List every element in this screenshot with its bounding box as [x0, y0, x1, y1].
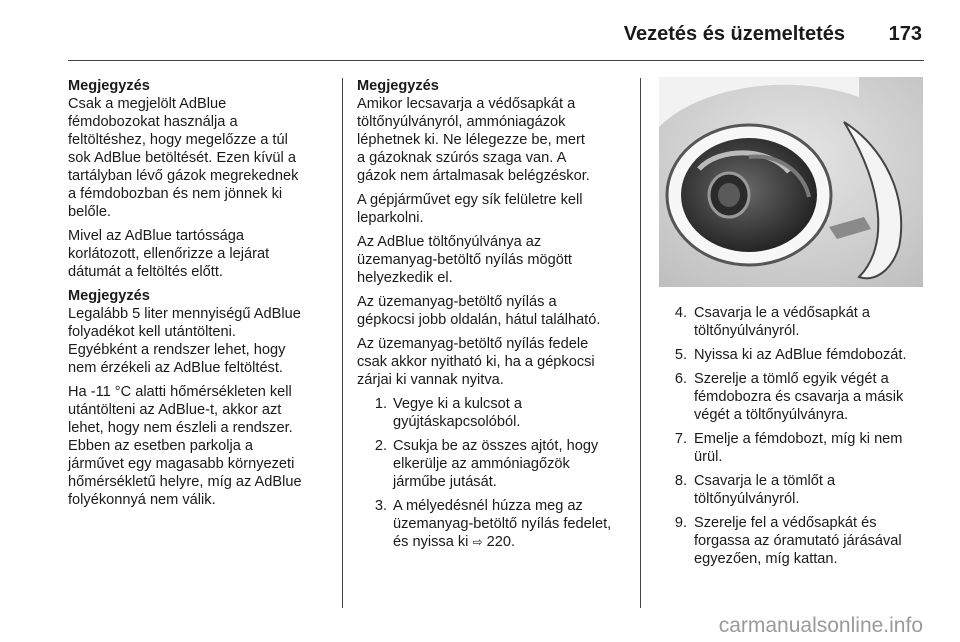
note-title: Megjegyzés	[68, 288, 150, 304]
paragraph: Ha -11 °C alatti hőmérsékleten kell utántölteni az AdBlue-t, akkor azt lehet, hogy nem észleli a rendszer. Ebben az esetben parkolja a járművet egy magasabb környezeti hőmérsékletű helyre, míg az AdBlue folyékonnyá nem válik.	[68, 384, 302, 508]
list-item: 7. Emelje a fémdobozt, míg ki nem ürül.	[674, 431, 903, 465]
note-title: Megjegyzés	[357, 78, 439, 94]
column-2	[357, 77, 623, 557]
watermark: carmanualsonline.info	[718, 614, 923, 637]
paragraph: Az üzemanyag-betöltő nyílás a gépkocsi jobb oldalán, hátul található.	[357, 294, 601, 328]
paragraph: Mivel az AdBlue tartóssága korlátozott, ellenőrizze a lejárat dátumát a feltöltés előtt.	[68, 228, 270, 280]
fuel-filler-illustration	[659, 77, 923, 287]
page-number: 173	[888, 23, 922, 45]
page-reference-link[interactable]: 220.	[482, 534, 516, 550]
fuel-filler-photo	[659, 77, 923, 287]
paragraph: A gépjárművet egy sík felületre kell leparkolni.	[357, 192, 583, 226]
list-item: 2. Csukja be az összes ajtót, hogy elkerülje az ammóniagőzök járműbe jutását.	[374, 438, 599, 490]
page-title: Vezetés és üzemeltetés	[623, 23, 845, 45]
header-divider	[68, 60, 924, 61]
note-body: Csak a megjelölt AdBlue fémdobozokat használja a feltöltéshez, hogy megelőzze a túl sok AdBlue betöltését. Ezen kívül a tartályban lévő gázok megrekednek a fémdobozban és nem jönnek ki belőle.	[68, 96, 299, 220]
list-item: 9. Szerelje fel a védősapkát és forgassa az óramutató járásával egyezően, míg kattan.	[674, 515, 902, 567]
column-1	[68, 77, 330, 515]
note-body: Amikor lecsavarja a védősapkát a töltőnyúlványról, ammóniagázok léphetnek ki. Ne lélegezze be, mert a gázoknak szúrós szaga van. A gázok nem ártalmasak belégzéskor.	[357, 96, 590, 184]
column-divider-left	[342, 78, 343, 608]
list-item: 4. Csavarja le a védősapkát a töltőnyúlványról.	[674, 305, 871, 339]
page-reference-arrow-icon[interactable]: ⇨	[472, 535, 483, 549]
list-item: 3. A mélyedésnél húzza meg az üzemanyag-betöltő nyílás fedelet, és nyissa ki ⇨ 220.	[374, 498, 612, 550]
column-divider-right	[640, 78, 641, 608]
paragraph: Az üzemanyag-betöltő nyílás fedele csak akkor nyitható ki, ha a gépkocsi zárjai ki vannak nyitva.	[357, 336, 595, 388]
list-item: 8. Csavarja le a tömlőt a töltőnyúlványról.	[674, 473, 836, 507]
list-item: 6. Szerelje a tömlő egyik végét a fémdobozra és csavarja a másik végét a töltőnyúlványra.	[674, 371, 904, 423]
steps-list	[659, 304, 925, 568]
paragraph: Az AdBlue töltőnyúlványa az üzemanyag-betöltő nyílás mögött helyezkedik el.	[357, 234, 572, 286]
steps-list	[357, 395, 623, 551]
column-3	[659, 77, 925, 574]
note-title: Megjegyzés	[68, 78, 150, 94]
list-item: 1. Vegye ki a kulcsot a gyújtáskapcsolóból.	[374, 396, 522, 430]
note-body: Legalább 5 liter mennyiségű AdBlue folyadékot kell utántölteni. Egyébként a rendszer lehet, hogy nem érzékeli az AdBlue feltöltést.	[68, 306, 301, 376]
list-item: 5. Nyissa ki az AdBlue fémdobozát.	[674, 347, 907, 363]
